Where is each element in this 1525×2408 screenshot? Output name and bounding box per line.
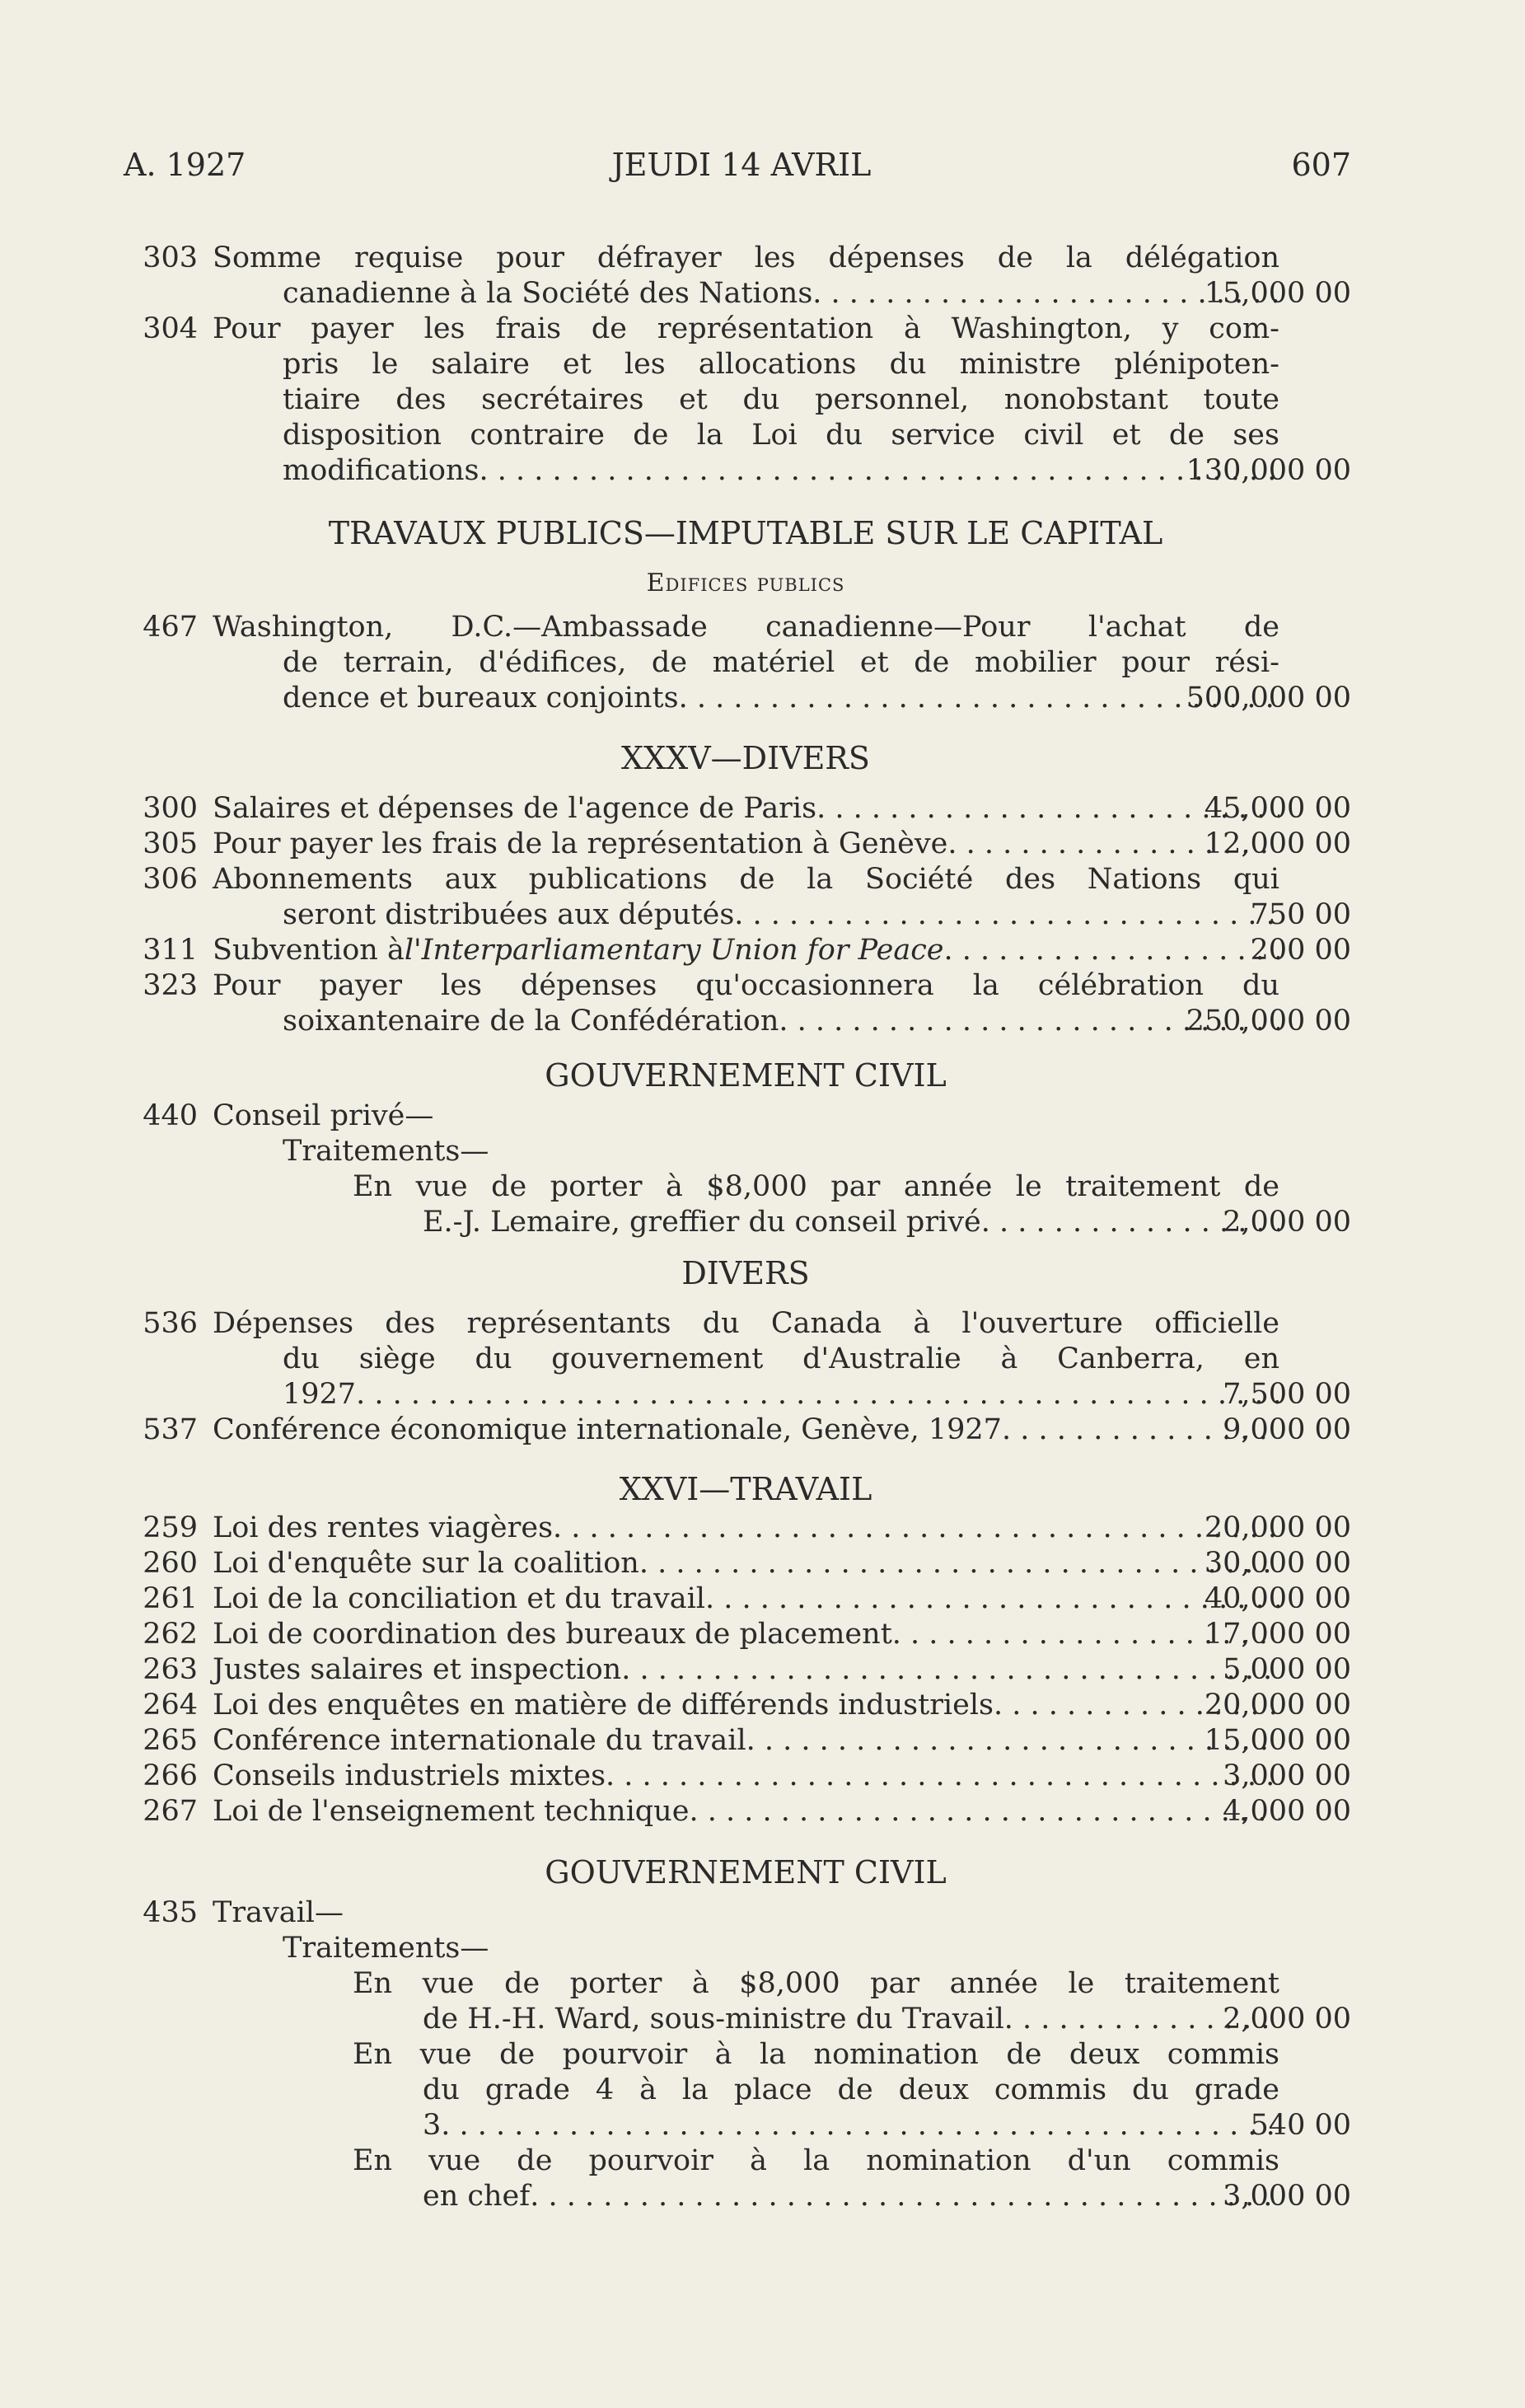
- entry-number: 304: [143, 312, 198, 345]
- entry-number: 263: [143, 1653, 198, 1686]
- entry-line: soixantenaire de la Confédération . . .: [213, 1004, 1279, 1039]
- entry-line: Pour payer les dépenses qu'occasionnera la célébration du: [213, 969, 1279, 1002]
- header-date: JEUDI 14 AVRIL: [611, 147, 872, 183]
- entry-line: seront distribuées aux députés . . .: [213, 897, 1279, 933]
- entry-line: Conférence internationale du travail . . .: [213, 1723, 1279, 1759]
- entry-amount: 30,000 00: [1204, 1547, 1351, 1580]
- entry-amount: 2,000 00: [1223, 1206, 1351, 1239]
- entry-number: 306: [143, 863, 198, 896]
- entry-line: Loi des enquêtes en matière de différends industriels . . .: [213, 1688, 1279, 1723]
- entry-line: Loi de l'enseignement technique . . .: [213, 1794, 1279, 1829]
- entry-amount: 12,000 00: [1204, 827, 1351, 860]
- entry-number: 267: [143, 1795, 198, 1828]
- entry-line: Loi de la conciliation et du travail . . .: [213, 1581, 1279, 1617]
- entry-line: 1927 . . .: [213, 1377, 1279, 1412]
- entry-amount: 17,000 00: [1204, 1618, 1351, 1651]
- entry-amount: 7,500 00: [1223, 1378, 1351, 1411]
- entry-line: en chef . . .: [213, 2179, 1279, 2214]
- entry-amount: 500,000 00: [1186, 682, 1351, 714]
- entry-line: modifications . . .: [213, 453, 1279, 489]
- entry-number: 305: [143, 827, 198, 860]
- entry-line: disposition contraire de la Loi du service civil et de ses: [283, 419, 1279, 452]
- entry-amount: 15,000 00: [1204, 277, 1351, 310]
- entry-line: Traitements—: [283, 1932, 489, 1965]
- entry-line: En vue de pourvoir à la nomination de deux commis: [353, 2038, 1279, 2071]
- entry-line: Pour payer les frais de la représentation à Genève . . .: [213, 827, 1279, 862]
- entry-amount: 130,000 00: [1186, 454, 1351, 487]
- section-heading: GOUVERNEMENT CIVIL: [545, 1854, 947, 1890]
- entry-line: tiaire des secrétaires et du personnel, nonobstant toute: [283, 383, 1279, 416]
- entry-amount: 15,000 00: [1204, 1724, 1351, 1757]
- entry-amount: 9,000 00: [1223, 1413, 1351, 1446]
- entry-line: Conférence économique internationale, Genève, 1927 . . .: [213, 1412, 1279, 1448]
- entry-line: En vue de porter à $8,000 par année le traitement de: [353, 1170, 1279, 1203]
- section-heading: XXVI—TRAVAIL: [619, 1471, 872, 1507]
- entry-line: Traitements—: [283, 1135, 489, 1168]
- entry-number: 323: [143, 969, 198, 1002]
- entry-line: Conseil privé—: [213, 1099, 434, 1132]
- entry-line: Travail—: [213, 1896, 344, 1929]
- section-heading: GOUVERNEMENT CIVIL: [545, 1057, 947, 1094]
- entry-number: 262: [143, 1618, 198, 1651]
- entry-number: 303: [143, 241, 198, 274]
- entry-line: En vue de pourvoir à la nomination d'un commis: [353, 2144, 1279, 2177]
- entry-line: Somme requise pour défrayer les dépenses de la délégation: [213, 241, 1279, 274]
- entry-number: 264: [143, 1689, 198, 1722]
- section-subheading: Edifices publics: [646, 569, 845, 597]
- entry-amount: 45,000 00: [1204, 792, 1351, 825]
- entry-number: 300: [143, 792, 198, 825]
- entry-number: 536: [143, 1307, 198, 1340]
- entry-line: Justes salaires et inspection . . .: [213, 1652, 1279, 1688]
- entry-amount: 200 00: [1250, 934, 1351, 967]
- entry-line: Loi d'enquête sur la coalition . . .: [213, 1546, 1279, 1581]
- entry-line: Conseils industriels mixtes . . .: [213, 1759, 1279, 1794]
- entry-amount: 40,000 00: [1204, 1582, 1351, 1615]
- entry-number: 259: [143, 1511, 198, 1544]
- entry-line: 3 . . .: [213, 2108, 1279, 2143]
- entry-number: 260: [143, 1547, 198, 1580]
- entry-number: 311: [143, 934, 198, 967]
- entry-amount: 20,000 00: [1204, 1511, 1351, 1544]
- section-heading: TRAVAUX PUBLICS—IMPUTABLE SUR LE CAPITAL: [328, 515, 1163, 551]
- entry-line: Subvention à l'Interparliamentary Union for Peace . . .: [213, 933, 1279, 968]
- entry-line: Pour payer les frais de représentation à Washington, y com-: [213, 312, 1279, 345]
- entry-line: canadienne à la Société des Nations . . .: [213, 276, 1279, 312]
- entry-line: Loi de coordination des bureaux de placement . . .: [213, 1617, 1279, 1652]
- entry-line: de terrain, d'édifices, de matériel et de mobilier pour rési-: [283, 646, 1279, 679]
- entry-line: Washington, D.C.—Ambassade canadienne—Pour l'achat de: [213, 611, 1279, 644]
- entry-amount: 5,000 00: [1223, 1653, 1351, 1686]
- entry-line: Loi des rentes viagères . . .: [213, 1511, 1279, 1546]
- header-session: A. 1927: [124, 147, 246, 183]
- entry-line: dence et bureaux conjoints . . .: [213, 681, 1279, 716]
- entry-number: 261: [143, 1582, 198, 1615]
- entry-line: du siège du gouvernement d'Australie à Canberra, en: [283, 1342, 1279, 1375]
- header-page-number: 607: [1291, 147, 1351, 183]
- page-header: [124, 147, 1359, 188]
- entry-amount: 3,000 00: [1223, 2180, 1351, 2213]
- entry-line: E.-J. Lemaire, greffier du conseil privé . . .: [213, 1205, 1279, 1240]
- entry-number: 435: [143, 1896, 198, 1929]
- entry-line: du grade 4 à la place de deux commis du grade: [423, 2073, 1279, 2106]
- entry-number: 266: [143, 1759, 198, 1792]
- entry-number: 440: [143, 1099, 198, 1132]
- entry-line: Abonnements aux publications de la Société des Nations qui: [213, 863, 1279, 896]
- entry-amount: 750 00: [1250, 898, 1351, 931]
- entry-line: de H.-H. Ward, sous-ministre du Travail . . .: [213, 2002, 1279, 2037]
- entry-amount: 20,000 00: [1204, 1689, 1351, 1722]
- entry-line: Dépenses des représentants du Canada à l'ouverture officielle: [213, 1307, 1279, 1340]
- section-heading: DIVERS: [681, 1255, 810, 1291]
- entry-amount: 250,000 00: [1186, 1005, 1351, 1038]
- entry-amount: 2,000 00: [1223, 2003, 1351, 2036]
- entry-number: 537: [143, 1413, 198, 1446]
- entry-number: 265: [143, 1724, 198, 1757]
- section-heading: XXXV—DIVERS: [621, 740, 870, 776]
- entry-line: pris le salaire et les allocations du ministre plénipoten-: [283, 348, 1279, 381]
- entry-amount: 3,000 00: [1223, 1759, 1351, 1792]
- entry-line: Salaires et dépenses de l'agence de Paris . . .: [213, 791, 1279, 827]
- entry-number: 467: [143, 611, 198, 644]
- entry-amount: 540 00: [1250, 2109, 1351, 2142]
- entry-amount: 4,000 00: [1223, 1795, 1351, 1828]
- entry-line: En vue de porter à $8,000 par année le traitement: [353, 1967, 1279, 2000]
